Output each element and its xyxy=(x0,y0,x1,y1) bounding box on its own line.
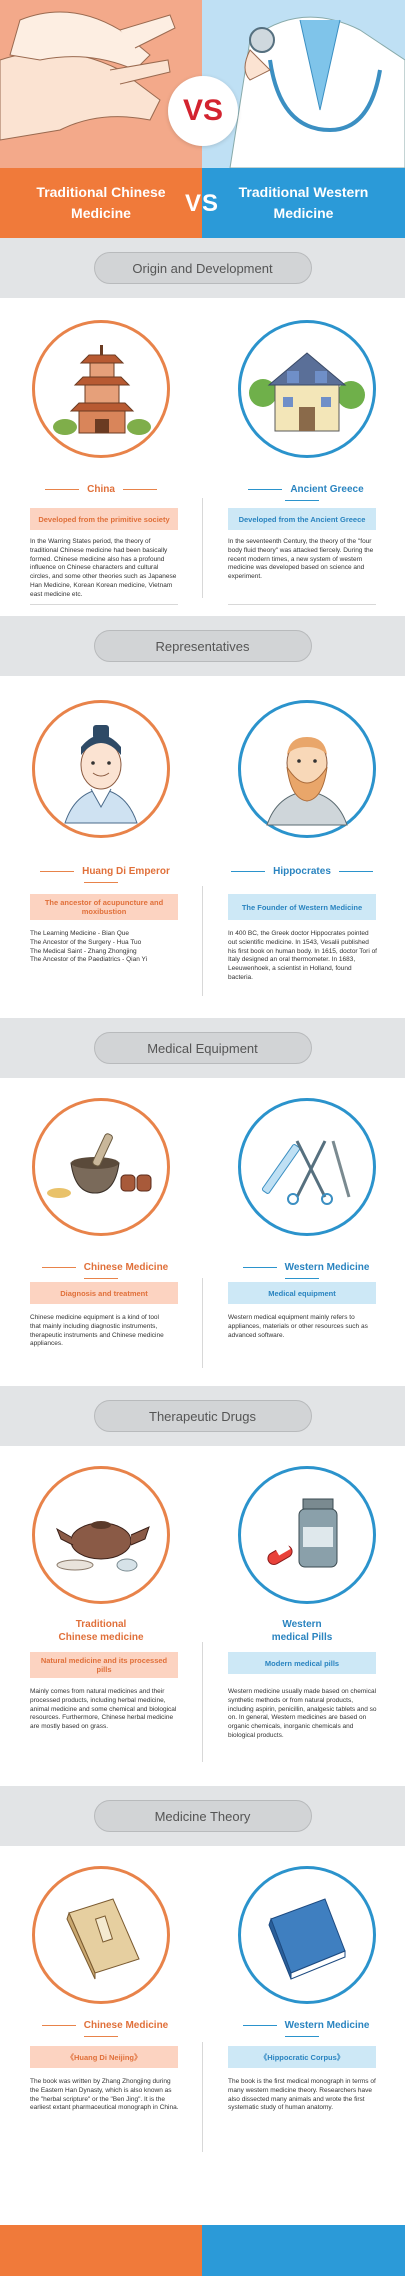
origin-left-badge: Developed from the primitive society xyxy=(30,508,178,530)
list-item: The Ancestor of the Paediatrics - Qian Yi xyxy=(30,956,148,964)
section-heading: Origin and Development xyxy=(94,252,312,284)
section-heading: Representatives xyxy=(94,630,312,662)
section-heading: Medicine Theory xyxy=(94,1800,312,1832)
greek-house-icon xyxy=(238,320,376,458)
pagoda-icon xyxy=(32,320,170,458)
drugs-left-title: Traditional Chinese medicine xyxy=(58,1619,144,1643)
chinese-scholar-icon xyxy=(32,700,170,838)
footer-bar xyxy=(0,2225,405,2276)
hippocrates-icon xyxy=(238,700,376,838)
section-representatives xyxy=(0,676,405,1018)
theory-right-desc: The book is the first medical monograph in terms of many western medicine theory. Researchers have also dissected many animals and wrote the first systematic study of human anatomy. xyxy=(228,2078,376,2112)
equipment-left-title: Chinese Medicine xyxy=(21,1262,181,1284)
list-item: The Learning Medicine - Bian Que xyxy=(30,930,130,937)
reps-right-badge: The Founder of Western Medicine xyxy=(228,894,376,920)
equipment-left-badge: Diagnosis and treatment xyxy=(30,1282,178,1304)
drugs-left-desc: Mainly comes from natural medicines and their processed products, including herbal medicine, animal medicine and some chemical and biological resources. Furthermore, Chinese herbal medicine are mostly based on grass. xyxy=(30,1688,177,1731)
theory-right-badge: 《Hippocratic Corpus》 xyxy=(228,2046,376,2068)
reps-left-list xyxy=(30,930,180,965)
column-divider xyxy=(202,1642,203,1762)
western-medicine-title: Traditional Western Medicine xyxy=(202,168,405,238)
hero xyxy=(0,0,405,238)
surgical-tools-icon xyxy=(238,1098,376,1236)
column-divider xyxy=(202,498,203,598)
theory-left-desc: The book was written by Zhang Zhongjing during the Eastern Han Dynasty, which is also known as the "herbal scripture" or the "Ben Jing". It is the earliest extant pharmaceutical monograph in China. xyxy=(30,2078,179,2112)
section-header-representatives xyxy=(0,616,405,676)
section-heading: Therapeutic Drugs xyxy=(94,1400,312,1432)
origin-left-title: China xyxy=(21,484,181,495)
footer-right xyxy=(202,2225,405,2276)
reps-right-desc: In 400 BC, the Greek doctor Hippocrates pointed out scientific medicine. In 1543, Vesalii published his first book on human body. In 1615, doctor Tori of Italy designed an oral thermometer. In 1683, Leeuwenhoek, a scientist in Holland, found bacteria. xyxy=(228,930,377,981)
section-header-drugs xyxy=(0,1386,405,1446)
section-header-origin xyxy=(0,238,405,298)
origin-left-desc: In the Warring States period, the theory of traditional Chinese medicine had been basically formed. Chinese medicine also has a profound influence on Chinese characters and cultural circles, and some other theories such as Japanese Han Medicine, Korean Korean medicine, Vietnam east medicine etc. xyxy=(30,538,177,598)
equipment-right-desc: Western medical equipment mainly refers to appliances, materials or other resources such as advanced software. xyxy=(228,1314,368,1339)
footer-left xyxy=(0,2225,202,2276)
rule xyxy=(30,604,178,605)
vs-label: VS xyxy=(185,190,220,217)
column-divider xyxy=(202,1278,203,1368)
blue-book-icon xyxy=(238,1866,376,2004)
vs-badge: VS xyxy=(168,76,238,146)
list-item: The Medical Saint - Zhang Zhongjing xyxy=(30,947,137,955)
column-divider xyxy=(202,2042,203,2152)
theory-left-badge: 《Huang Di Neijing》 xyxy=(30,2046,178,2068)
reps-left-badge: The ancestor of acupuncture and moxibustion xyxy=(30,894,178,920)
section-origin xyxy=(0,298,405,616)
rule xyxy=(228,604,376,605)
drugs-left-badge: Natural medicine and its processed pills xyxy=(30,1652,178,1678)
reps-left-title: Huang Di Emperor xyxy=(21,866,181,888)
chinese-medicine-title: Traditional Chinese Medicine xyxy=(0,168,202,238)
section-drugs xyxy=(0,1446,405,1786)
section-theory xyxy=(0,1846,405,2203)
origin-right-title: Ancient Greece xyxy=(222,484,382,506)
list-item: The Ancestor of the Surgery - Hua Tuo xyxy=(30,938,142,946)
origin-right-desc: In the seventeenth Century, the theory of the "four body fluid theory" was attacked fiercely. During the recent modern times, a new system of western medicine was developed based on science and experiment. xyxy=(228,538,374,581)
origin-right-badge: Developed from the Ancient Greece xyxy=(228,508,376,530)
theory-left-title: Chinese Medicine xyxy=(21,2020,181,2042)
reps-right-title: Hippocrates xyxy=(222,866,382,877)
section-header-equipment xyxy=(0,1018,405,1078)
equipment-right-title: Western Medicine xyxy=(222,1262,382,1284)
theory-right-title: Western Medicine xyxy=(222,2020,382,2042)
section-equipment xyxy=(0,1078,405,1386)
drugs-right-title: Western medical Pills xyxy=(271,1619,333,1643)
drugs-right-desc: Western medicine usually made based on chemical synthetic methods or from natural products, including aspirin, penicillin, analgesic tablets and so on. In general, Western medicines are based on organic chemicals, inorganic chemicals and biological products. xyxy=(228,1688,377,1739)
equipment-left-desc: Chinese medicine equipment is a kind of tool that mainly including diagnostic instruments, therapeutic instruments and Chinese medicine appliances. xyxy=(30,1314,164,1348)
mortar-pestle-icon xyxy=(32,1098,170,1236)
teapot-icon xyxy=(32,1466,170,1604)
section-heading: Medical Equipment xyxy=(94,1032,312,1064)
pill-bottle-icon xyxy=(238,1466,376,1604)
drugs-right-badge: Modern medical pills xyxy=(228,1652,376,1674)
section-header-theory xyxy=(0,1786,405,1846)
column-divider xyxy=(202,886,203,996)
equipment-right-badge: Medical equipment xyxy=(228,1282,376,1304)
ancient-book-icon xyxy=(32,1866,170,2004)
